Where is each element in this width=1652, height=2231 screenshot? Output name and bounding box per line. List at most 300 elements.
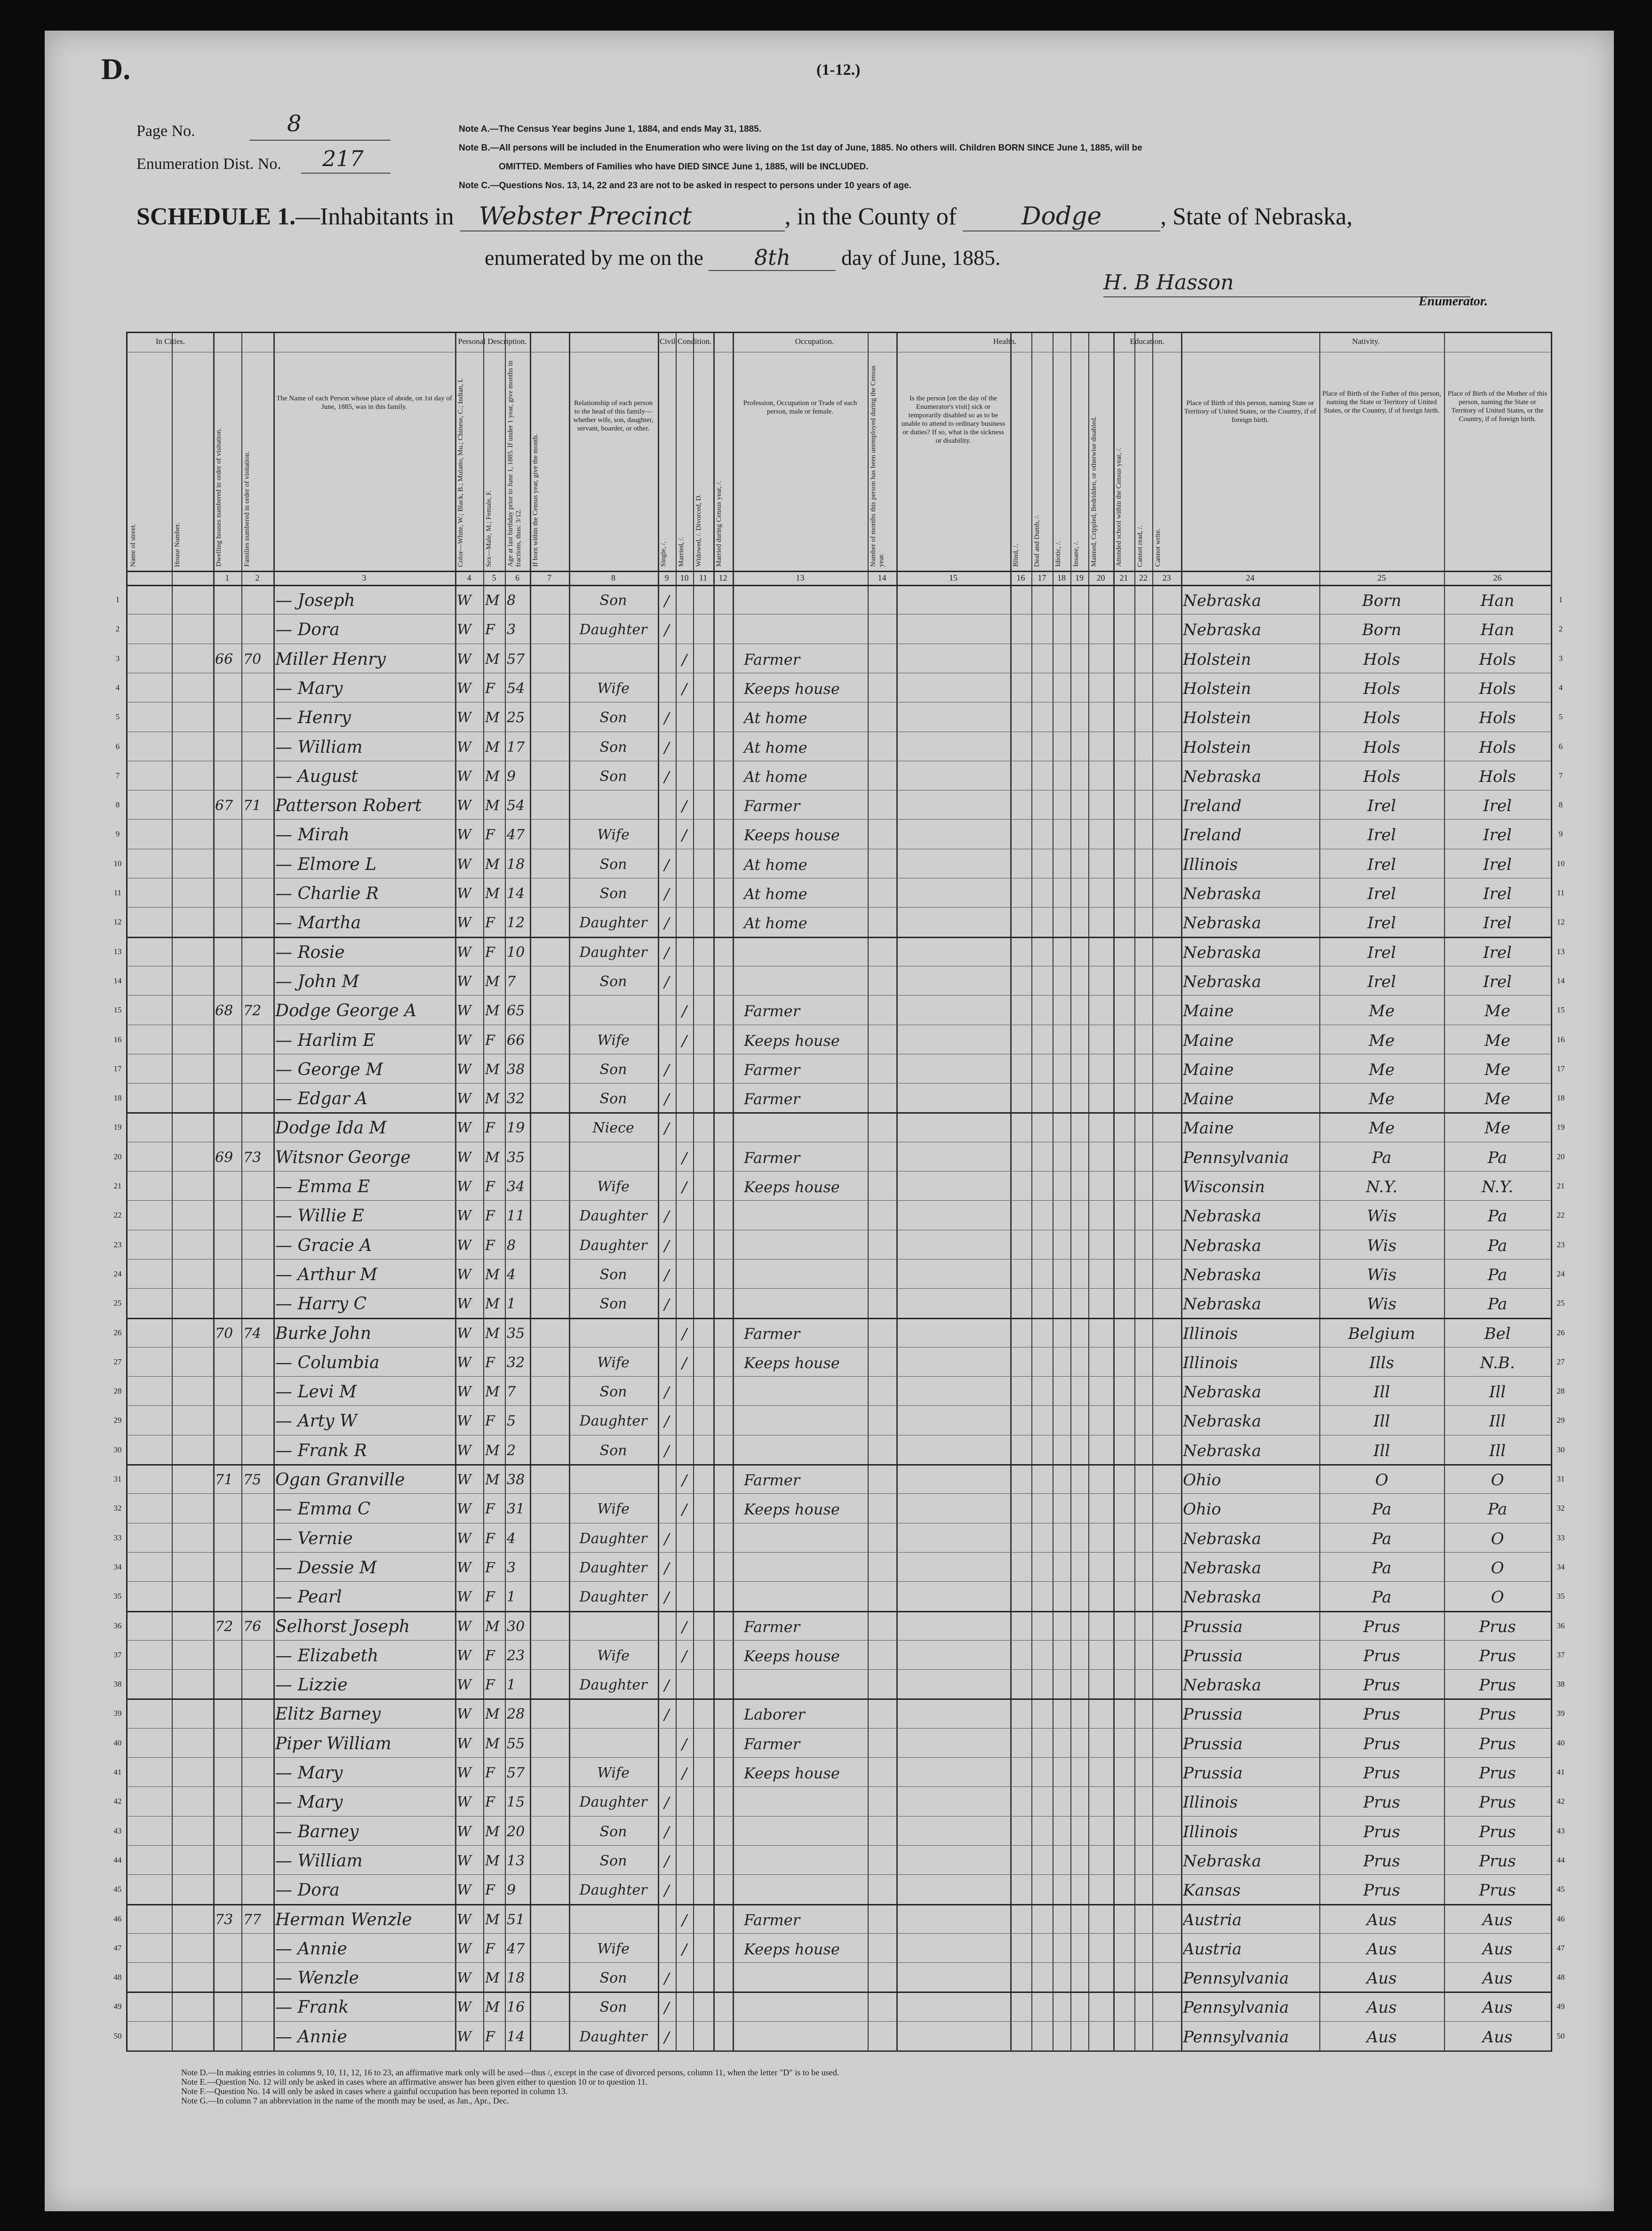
cell-rel: Daughter <box>579 1677 647 1693</box>
cell-sex: M <box>485 1706 500 1722</box>
cell-mother: Irel <box>1483 914 1512 932</box>
precinct-name: Webster Precinct <box>460 202 785 231</box>
column-header-house: House Number. <box>174 522 181 567</box>
cell-mother: Han <box>1480 591 1515 610</box>
row-rule <box>128 1611 1551 1612</box>
cell-sex: M <box>485 768 500 785</box>
cell-single: / <box>664 856 670 874</box>
cell-birth: Nebraska <box>1183 621 1261 639</box>
cell-rel: Daughter <box>579 1208 647 1224</box>
cell-age: 16 <box>507 1999 525 2016</box>
cell-color: W <box>457 1296 471 1312</box>
cell-occ: Keeps house <box>744 1178 840 1196</box>
cell-sex: M <box>485 1442 500 1459</box>
row-number-right: 26 <box>1556 1328 1565 1337</box>
cell-single: / <box>664 1412 670 1430</box>
cell-married: / <box>682 1735 687 1753</box>
cell-mother: Han <box>1480 621 1515 639</box>
cell-birth: Maine <box>1183 1119 1234 1138</box>
cell-sex: F <box>485 1237 495 1254</box>
cell-color: W <box>457 1618 471 1635</box>
cell-name: — Elizabeth <box>275 1647 379 1665</box>
cell-mother: Me <box>1484 1090 1510 1108</box>
cell-fam: 70 <box>243 651 262 668</box>
cell-age: 14 <box>507 885 525 902</box>
row-rule <box>128 1493 1551 1494</box>
cell-mother: Pa <box>1487 1500 1508 1519</box>
cell-father: Pa <box>1372 1500 1392 1519</box>
cell-rel: Daughter <box>579 1530 647 1547</box>
cell-father: Irel <box>1367 884 1396 903</box>
cell-birth: Maine <box>1183 1090 1234 1108</box>
column-rule <box>1113 333 1115 2050</box>
cell-occ: At home <box>744 739 807 757</box>
row-number-left: 10 <box>113 859 122 868</box>
cell-occ: At home <box>744 885 807 903</box>
cell-color: W <box>457 1530 471 1547</box>
cell-birth: Pennsylvania <box>1183 2028 1289 2047</box>
row-rule <box>128 1552 1551 1553</box>
row-number-right: 50 <box>1556 2032 1565 2040</box>
enum-part2: day of June, 1885. <box>841 246 1001 270</box>
cell-sex: M <box>485 856 500 873</box>
cell-rel: Son <box>599 1824 627 1840</box>
cell-father: Irel <box>1367 855 1396 874</box>
column-number: 1 <box>225 573 230 582</box>
cell-married: / <box>682 1618 687 1636</box>
cell-father: Prus <box>1363 1793 1400 1812</box>
cell-color: W <box>457 621 471 638</box>
cell-birth: Prussia <box>1183 1617 1243 1636</box>
cell-color: W <box>457 592 471 609</box>
column-rule <box>733 333 734 2050</box>
cell-birth: Nebraska <box>1183 1266 1261 1284</box>
cell-single: / <box>664 1295 670 1313</box>
cell-father: Aus <box>1366 1969 1397 1988</box>
cell-age: 19 <box>507 1120 525 1136</box>
column-number: 14 <box>878 573 886 582</box>
column-number: 26 <box>1493 573 1502 582</box>
column-header-c5: Sex—Male, M.; Female, F. <box>485 490 493 567</box>
row-number-right: 7 <box>1558 771 1563 780</box>
schedule-title-line <box>136 202 1353 231</box>
cell-rel: Wife <box>597 1765 630 1781</box>
cell-dw: 66 <box>215 651 233 668</box>
row-number-left: 49 <box>113 2002 122 2011</box>
cell-name: — Mirah <box>275 826 350 845</box>
cell-rel: Daughter <box>579 1794 647 1810</box>
cell-name: Miller Henry <box>275 650 386 669</box>
cell-age: 1 <box>507 1296 516 1312</box>
cell-name: Witsnor George <box>275 1148 411 1167</box>
row-number-left: 33 <box>113 1533 122 1542</box>
cell-sex: F <box>485 1589 495 1605</box>
cell-sex: F <box>485 915 495 931</box>
cell-age: 54 <box>507 680 525 697</box>
cell-father: N.Y. <box>1365 1178 1398 1196</box>
cell-name: Herman Wenzle <box>275 1911 412 1929</box>
cell-name: Piper William <box>275 1735 391 1753</box>
cell-age: 18 <box>507 1970 525 1986</box>
row-number-left: 41 <box>113 1768 122 1777</box>
cell-color: W <box>457 1970 471 1986</box>
column-number: 21 <box>1119 573 1128 582</box>
cell-occ: At home <box>744 768 807 786</box>
dist-number: 217 <box>322 146 364 171</box>
cell-rel: Son <box>599 885 627 902</box>
column-header-c20: Maimed, Crippled, Bedridden, or otherwise disabled. <box>1090 416 1098 567</box>
cell-rel: Son <box>599 1999 627 2016</box>
cell-father: Belgium <box>1348 1324 1415 1343</box>
cell-married: / <box>682 1354 687 1372</box>
cell-name: — Charlie R <box>275 884 379 903</box>
cell-sex: F <box>485 1765 495 1781</box>
cell-father: Irel <box>1367 943 1396 962</box>
cell-color: W <box>457 1941 471 1957</box>
cell-mother: Prus <box>1479 1735 1516 1753</box>
row-number-left: 31 <box>113 1474 122 1483</box>
column-number: 10 <box>680 573 689 582</box>
row-number-right: 47 <box>1556 1944 1565 1952</box>
cell-color: W <box>457 1149 471 1166</box>
note-d: Note D.—In making entries in columns 9, 10, 11, 12, 16 to 23, an affirmative mark only will be used—thus /, except in the case of divorced persons, column 11, when the letter "D" is to be used. <box>181 2068 839 2077</box>
cell-color: W <box>457 1677 471 1693</box>
cell-age: 32 <box>507 1355 525 1371</box>
column-rule <box>713 333 715 2050</box>
cell-occ: At home <box>744 709 807 727</box>
row-rule <box>128 1904 1551 1905</box>
cell-age: 5 <box>507 1413 516 1429</box>
cell-color: W <box>457 1384 471 1400</box>
cell-mother: Pa <box>1487 1295 1508 1314</box>
cell-birth: Nebraska <box>1183 1442 1261 1460</box>
cell-sex: F <box>485 1501 495 1517</box>
group-header-personal: Personal Description. <box>458 337 527 346</box>
row-number-left: 39 <box>113 1709 122 1718</box>
cell-birth: Nebraska <box>1183 1530 1261 1548</box>
cell-birth: Nebraska <box>1183 914 1261 932</box>
cell-sex: M <box>485 1853 500 1869</box>
column-header-c15: Is the person [on the day of the Enumerator's visit] sick or temporarily disabled so as to be unable to attend to ordinary business or duties? If so, what is the sickness or disability. <box>901 395 1006 445</box>
cell-single: / <box>664 1207 670 1225</box>
cell-father: Aus <box>1366 1998 1397 2017</box>
cell-occ: Farmer <box>744 1471 800 1489</box>
row-number-right: 9 <box>1558 829 1563 838</box>
cell-name: — Dessie M <box>275 1559 377 1578</box>
cell-birth: Nebraska <box>1183 972 1261 991</box>
cell-name: — George M <box>275 1060 383 1079</box>
cell-occ: Farmer <box>744 1090 800 1108</box>
cell-sex: F <box>485 621 495 638</box>
cell-color: W <box>457 1501 471 1517</box>
cell-name: Patterson Robert <box>275 797 422 815</box>
column-number: 3 <box>362 573 367 582</box>
row-rule <box>128 1318 1551 1319</box>
row-number-right: 4 <box>1558 683 1563 692</box>
cell-name: — Wenzle <box>275 1969 359 1988</box>
cell-father: Aus <box>1366 1940 1397 1959</box>
row-number-left: 20 <box>113 1152 122 1161</box>
cell-birth: Kansas <box>1183 1881 1241 1900</box>
column-rule <box>1152 333 1153 2050</box>
row-number-left: 48 <box>113 1973 122 1982</box>
column-header-c23: Cannot write. <box>1154 528 1162 567</box>
column-rule <box>658 333 659 2050</box>
cell-color: W <box>457 1472 471 1488</box>
row-number-left: 25 <box>113 1299 122 1307</box>
cell-color: W <box>457 827 471 843</box>
row-rule <box>128 1728 1551 1729</box>
row-number-left: 2 <box>115 624 120 633</box>
row-rule <box>128 1816 1551 1817</box>
column-number: 9 <box>664 573 669 582</box>
cell-rel: Son <box>599 1061 627 1078</box>
cell-dw: 67 <box>215 797 233 814</box>
row-number-right: 16 <box>1556 1035 1565 1044</box>
cell-mother: Ill <box>1489 1383 1506 1402</box>
enumerator-label: Enumerator. <box>1419 294 1488 309</box>
cell-age: 10 <box>507 944 525 961</box>
row-number-left: 40 <box>113 1738 122 1747</box>
cell-occ: Keeps house <box>744 1032 840 1050</box>
row-number-right: 44 <box>1556 1856 1565 1864</box>
cell-mother: Me <box>1484 1002 1510 1020</box>
cell-birth: Prussia <box>1183 1705 1243 1724</box>
schedule-title: SCHEDULE 1. <box>136 203 296 230</box>
cell-occ: Farmer <box>744 797 800 815</box>
cell-sex: F <box>485 680 495 697</box>
cell-age: 57 <box>507 1765 525 1781</box>
row-number-right: 21 <box>1556 1181 1565 1190</box>
cell-sex: F <box>485 1208 495 1224</box>
column-header-c25: Place of Birth of the Father of this person, naming the State or Territory of United States, or the Country, if of foreign birth. <box>1322 390 1441 414</box>
column-header-c14: Number of months this person has been unemployed during the Census year. <box>870 365 885 567</box>
row-number-right: 43 <box>1556 1826 1565 1835</box>
cell-birth: Nebraska <box>1183 591 1261 610</box>
cell-rel: Wife <box>597 1355 630 1371</box>
column-header-c21: Attended school within the Census year, /. <box>1115 447 1123 567</box>
cell-dw: 71 <box>215 1472 233 1488</box>
row-number-right: 5 <box>1558 712 1563 721</box>
cell-sex: M <box>485 1325 500 1342</box>
cell-father: Ills <box>1369 1354 1394 1372</box>
cell-sex: M <box>485 1149 500 1166</box>
cell-sex: F <box>485 1560 495 1576</box>
cell-father: Pa <box>1372 1148 1392 1167</box>
cell-sex: M <box>485 592 500 609</box>
cell-father: O <box>1375 1471 1389 1490</box>
cell-mother: Prus <box>1479 1705 1516 1724</box>
cell-sex: M <box>485 973 500 990</box>
row-number-left: 15 <box>113 1005 122 1014</box>
cell-mother: Ill <box>1489 1412 1506 1431</box>
cell-name: — Harlim E <box>275 1031 375 1050</box>
row-number-right: 32 <box>1556 1504 1565 1513</box>
census-sheet <box>45 31 1614 2211</box>
cell-color: W <box>457 1003 471 1019</box>
column-number: 15 <box>949 573 958 582</box>
cell-father: Prus <box>1363 1735 1400 1753</box>
row-number-right: 17 <box>1556 1064 1565 1073</box>
cell-mother: Irel <box>1483 855 1512 874</box>
cell-fam: 73 <box>243 1149 262 1166</box>
cell-rel: Daughter <box>579 915 647 931</box>
column-rule <box>530 333 531 2050</box>
dist-label: Enumeration Dist. No. <box>136 155 281 173</box>
cell-name: — Emma E <box>275 1178 370 1196</box>
cell-mother: Irel <box>1483 797 1512 815</box>
cell-age: 28 <box>507 1706 525 1722</box>
cell-mother: Pa <box>1487 1207 1508 1226</box>
row-number-left: 7 <box>115 771 120 780</box>
enumerator-signature: H. B Hasson <box>1103 271 1234 295</box>
cell-color: W <box>457 1765 471 1781</box>
cell-mother: N.Y. <box>1481 1178 1514 1196</box>
row-number-left: 44 <box>113 1856 122 1864</box>
column-number: 24 <box>1246 573 1254 582</box>
column-number: 4 <box>467 573 471 582</box>
cell-birth: Prussia <box>1183 1764 1243 1783</box>
note-g: Note G.—In column 7 an abbreviation in the name of the month may be used, as Jan., Apr., Dec. <box>181 2096 509 2105</box>
row-number-right: 42 <box>1556 1797 1565 1806</box>
cell-single: / <box>664 2028 670 2046</box>
cell-fam: 75 <box>243 1472 262 1488</box>
group-header-health: Health. <box>993 337 1017 346</box>
cell-occ: Farmer <box>744 1618 800 1636</box>
row-number-left: 28 <box>113 1386 122 1395</box>
cell-mother: O <box>1491 1559 1504 1578</box>
column-number: 22 <box>1139 573 1148 582</box>
cell-occ: Farmer <box>744 651 800 669</box>
cell-single: / <box>664 1559 670 1577</box>
cell-sex: M <box>485 1091 500 1107</box>
row-number-right: 39 <box>1556 1709 1565 1718</box>
cell-name: Selhorst Joseph <box>275 1617 410 1636</box>
row-number-right: 49 <box>1556 2002 1565 2011</box>
cell-occ: Keeps house <box>744 1500 840 1518</box>
cell-dw: 72 <box>215 1618 233 1635</box>
cell-name: — Henry <box>275 709 351 727</box>
cell-mother: Aus <box>1482 1911 1513 1929</box>
cell-rel: Daughter <box>579 621 647 638</box>
cell-name: — Frank <box>275 1998 349 2017</box>
cell-mother: Prus <box>1479 1764 1516 1783</box>
cell-age: 66 <box>507 1032 525 1049</box>
cell-occ: Keeps house <box>744 1940 840 1958</box>
cell-age: 13 <box>507 1853 525 1869</box>
cell-age: 34 <box>507 1179 525 1195</box>
column-header-c24: Place of Birth of this person, naming State or Territory of United States, or the Country, if of foreign birth. <box>1184 399 1317 424</box>
row-number-left: 23 <box>113 1240 122 1249</box>
cell-birth: Pennsylvania <box>1183 1998 1289 2017</box>
cell-mother: Bel <box>1484 1324 1511 1343</box>
row-number-right: 11 <box>1556 888 1565 897</box>
cell-age: 32 <box>507 1091 525 1107</box>
cell-sex: F <box>485 1355 495 1371</box>
cell-age: 17 <box>507 739 525 756</box>
cell-name: Ogan Granville <box>275 1471 405 1490</box>
row-number-right: 28 <box>1556 1386 1565 1395</box>
cell-occ: Keeps house <box>744 826 840 844</box>
cell-age: 9 <box>507 1882 516 1898</box>
cell-age: 30 <box>507 1618 525 1635</box>
column-number: 19 <box>1075 573 1084 582</box>
cell-occ: Laborer <box>744 1705 805 1723</box>
cell-father: Prus <box>1363 1705 1400 1724</box>
row-number-left: 26 <box>113 1328 122 1337</box>
cell-rel: Son <box>599 1091 627 1107</box>
cell-mother: Prus <box>1479 1793 1516 1812</box>
cell-father: Me <box>1369 1002 1395 1020</box>
cell-name: — Arty W <box>275 1412 357 1431</box>
column-header-c18: Idiotic, /. <box>1054 541 1062 567</box>
cell-father: Irel <box>1367 826 1396 845</box>
cell-name: — Emma C <box>275 1500 371 1519</box>
cell-single: / <box>664 973 670 991</box>
cell-sex: M <box>485 709 500 726</box>
cell-rel: Son <box>599 973 627 990</box>
cell-occ: Farmer <box>744 1735 800 1753</box>
row-number-right: 22 <box>1556 1211 1565 1219</box>
column-number: 16 <box>1016 573 1025 582</box>
cell-mother: N.B. <box>1480 1354 1515 1372</box>
cell-mother: Ill <box>1489 1442 1506 1460</box>
cell-father: Ill <box>1373 1412 1390 1431</box>
column-rule <box>1134 333 1135 2050</box>
row-number-left: 19 <box>113 1123 122 1131</box>
cell-color: W <box>457 1208 471 1224</box>
cell-name: — Barney <box>275 1823 359 1841</box>
cell-color: W <box>457 1179 471 1195</box>
cell-birth: Maine <box>1183 1002 1234 1020</box>
cell-father: Prus <box>1363 1676 1400 1695</box>
column-number: 12 <box>718 573 727 582</box>
cell-sex: F <box>485 944 495 961</box>
cell-dw: 73 <box>215 1912 233 1928</box>
column-header-street: Name of street. <box>129 523 137 567</box>
note-f: Note F.—Question No. 14 will only be asked in cases where a gainful occupation has been reported in column 13. <box>181 2087 568 2096</box>
cell-father: Me <box>1369 1060 1395 1079</box>
column-number: 5 <box>492 573 496 582</box>
column-number: 25 <box>1377 573 1386 582</box>
column-rule <box>241 333 242 2050</box>
cell-mother: Pa <box>1487 1236 1508 1255</box>
cell-rel: Daughter <box>579 1413 647 1429</box>
cell-birth: Ireland <box>1183 797 1242 815</box>
row-number-left: 24 <box>113 1269 122 1278</box>
group-header-civil: Civil Condition. <box>659 337 712 346</box>
row-number-right: 20 <box>1556 1152 1565 1161</box>
cell-birth: Nebraska <box>1183 1207 1261 1226</box>
note-b-cont: OMITTED. Members of Families who have DIED SINCE June 1, 1885, will be INCLUDED. <box>499 162 869 172</box>
cell-color: W <box>457 2029 471 2045</box>
cell-single: / <box>664 739 670 757</box>
cell-married: / <box>682 1325 687 1343</box>
row-number-right: 25 <box>1556 1299 1565 1307</box>
cell-father: Wis <box>1367 1207 1397 1226</box>
row-rule <box>128 995 1551 996</box>
cell-mother: Irel <box>1483 884 1512 903</box>
row-rule <box>128 2050 1551 2051</box>
cell-sex: M <box>485 797 500 814</box>
cell-color: W <box>457 709 471 726</box>
column-rule <box>1010 333 1012 2050</box>
cell-married: / <box>682 1500 687 1518</box>
cell-sex: M <box>485 1267 500 1283</box>
cell-rel: Wife <box>597 680 630 697</box>
cell-sex: F <box>485 1794 495 1810</box>
cell-birth: Holstein <box>1183 709 1251 727</box>
